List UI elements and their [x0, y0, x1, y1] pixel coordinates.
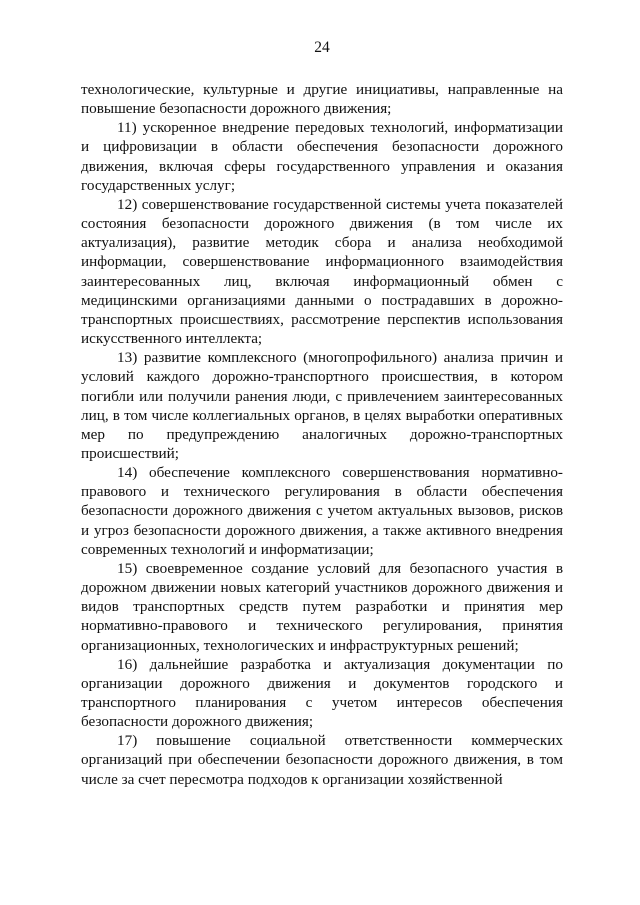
paragraph-continuation: технологические, культурные и другие инициативы, направленные на повышение безопасности дорожного движения; [81, 81, 563, 118]
paragraph-item-16: 16) дальнейшие разработка и актуализация документации по организации дорожного движения и документов городского и транспортного планирования с учетом интересов обеспечения безопасности дорожного движения; [81, 655, 563, 731]
paragraph-item-13: 13) развитие комплексного (многопрофильного) анализа причин и условий каждого дорожно-транспортного происшествия, в котором погибли или получили ранения люди, с привлечением заинтересованных лиц, в том числе коллегиальных органов, в целях выработки оперативных мер по предупреждению аналогичных дорожно-транспортных происшествий; [81, 349, 563, 462]
paragraph-item-14: 14) обеспечение комплексного совершенствования нормативно-правового и технического регулирования в области обеспечения безопасности дорожного движения с учетом актуальных вызовов, рисков и угроз безопасности дорожного движения, а также активного внедрения современных технологий и информатизации; [81, 464, 563, 558]
paragraph-item-12: 12) совершенствование государственной системы учета показателей состояния безопасности дорожного движения (в том числе их актуализация), развитие методик сбора и анализа необходимой информации, совершенствование информационного взаимодействия заинтересованных лиц, включая информационный обмен с медицинскими организациями данными о пострадавших в дорожно-транспортных происшествиях, рассмотрение перспектив использования искусственного интеллекта; [81, 195, 563, 348]
body-text [81, 80, 563, 789]
paragraph-item-15: 15) своевременное создание условий для безопасного участия в дорожном движении новых категорий участников дорожного движения и видов транспортных средств путем разработки и принятия мер нормативно-правового и технического регулирования, принятия организационных, технологических и инфраструктурных решений; [81, 559, 563, 654]
page-number: 24 [314, 39, 330, 56]
paragraph-item-17: 17) повышение социальной ответственности коммерческих организаций при обеспечении безопасности дорожного движения, в том числе за счет пересмотра подходов к организации хозяйственной [81, 732, 563, 788]
paragraph-item-11: 11) ускоренное внедрение передовых технологий, информатизации и цифровизации в области обеспечения безопасности дорожного движения, включая сферы государственного управления и оказания государственных услуг; [81, 119, 563, 194]
